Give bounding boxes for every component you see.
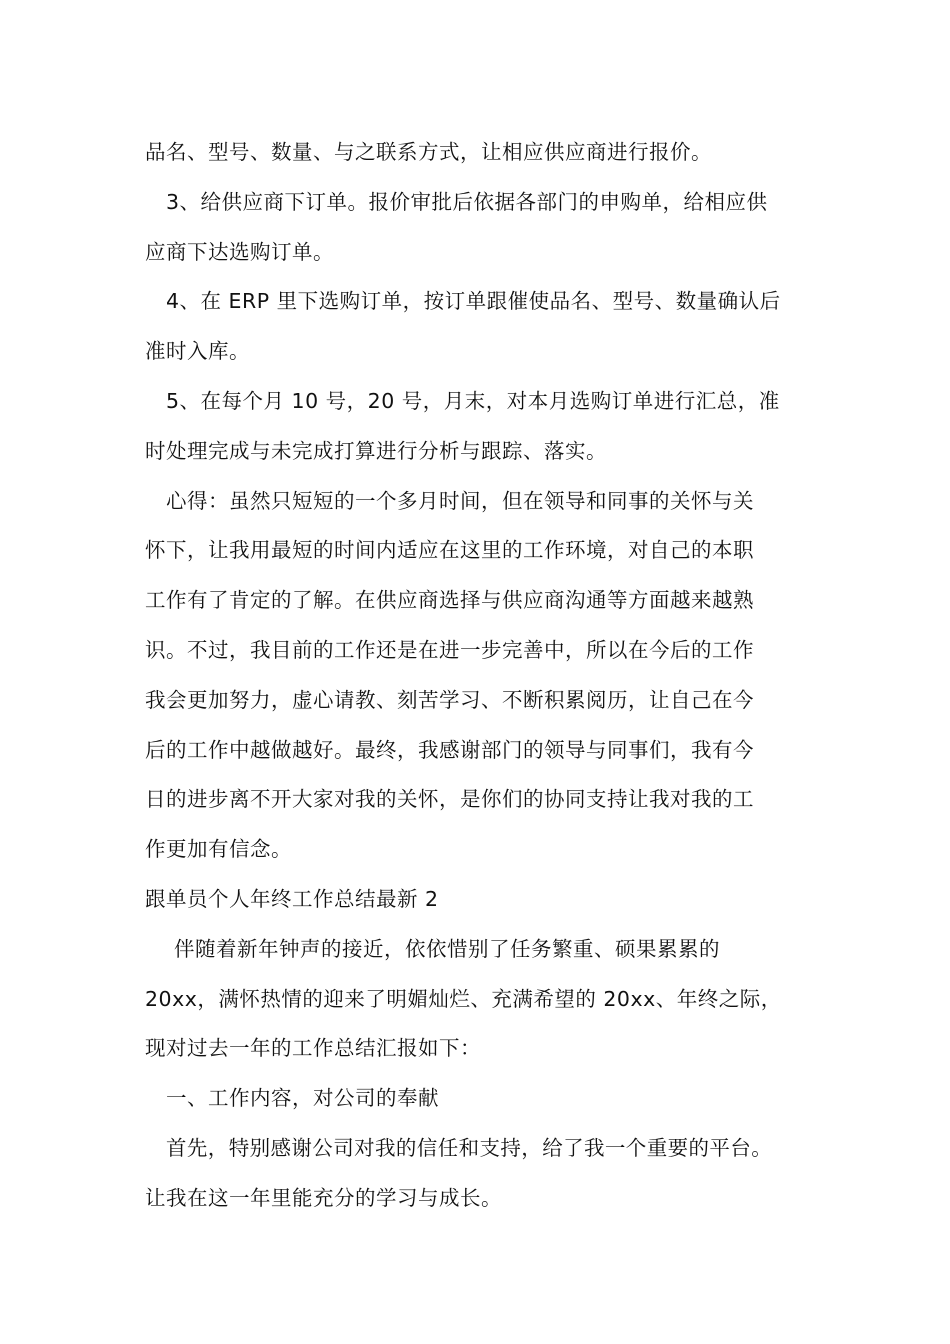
paragraph-line: 准时入库。 [145, 339, 250, 364]
list-item-3: 3、给供应商下订单。报价审批后依据各部门的申购单，给相应供 [166, 189, 768, 214]
paragraph-line: 让我在这一年里能充分的学习与成长。 [145, 1185, 502, 1210]
paragraph-line: 20xx，满怀热情的迎来了明媚灿烂、充满希望的 20xx、年终之际， [145, 986, 782, 1011]
paragraph-line: 品名、型号、数量、与之联系方式，让相应供应商进行报价。 [145, 140, 712, 164]
paragraph-line: 作更加有信念。 [145, 837, 292, 862]
section-heading: 跟单员个人年终工作总结最新 2 [145, 886, 439, 911]
paragraph-line: 应商下达选购订单。 [145, 239, 334, 264]
paragraph-line: 现对过去一年的工作总结汇报如下： [145, 1036, 481, 1061]
paragraph-start: 首先，特别感谢公司对我的信任和支持，给了我一个重要的平台。 [166, 1135, 773, 1160]
paragraph-line: 怀下，让我用最短的时间内适应在这里的工作环境，对自己的本职 [145, 538, 754, 563]
paragraph-line: 后的工作中越做越好。最终，我感谢部门的领导与同事们，我有今 [145, 737, 754, 762]
paragraph-line: 我会更加努力，虚心请教、刻苦学习、不断积累阅历，让自己在今 [145, 687, 754, 712]
reflection-paragraph-start: 心得：虽然只短短的一个多月时间，但在领导和同事的关怀与关 [166, 488, 754, 513]
paragraph-line: 工作有了肯定的了解。在供应商选择与供应商沟通等方面越来越熟 [145, 588, 754, 613]
list-item-5: 5、在每个月 10 号，20 号，月末，对本月选购订单进行汇总，准 [166, 388, 780, 413]
subheading: 一、工作内容，对公司的奉献 [166, 1086, 439, 1111]
intro-paragraph-start: 伴随着新年钟声的接近，依依惜别了任务繁重、硕果累累的 [174, 936, 720, 961]
paragraph-line: 时处理完成与未完成打算进行分析与跟踪、落实。 [145, 438, 607, 463]
paragraph-line: 识。不过，我目前的工作还是在进一步完善中，所以在今后的工作 [145, 637, 754, 662]
list-item-4: 4、在 ERP 里下选购订单，按订单跟催使品名、型号、数量确认后 [166, 289, 781, 314]
document-body [145, 128, 825, 1224]
paragraph-line: 日的进步离不开大家对我的关怀，是你们的协同支持让我对我的工 [145, 787, 754, 812]
